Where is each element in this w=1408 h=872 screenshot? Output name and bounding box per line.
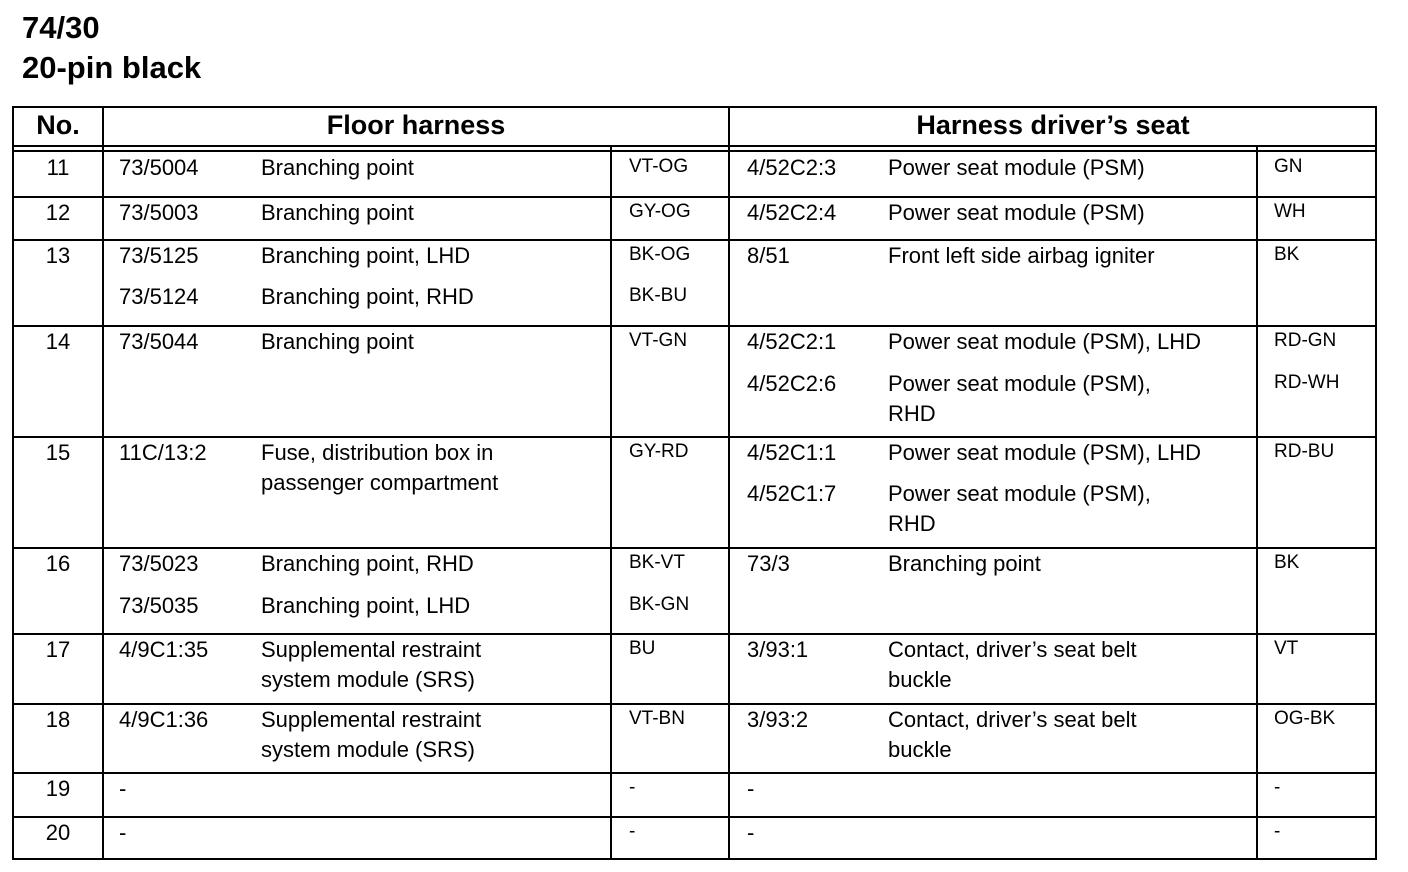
row-number: 15 (45, 440, 71, 465)
right-description: Power seat module (PSM), LHD (888, 440, 1201, 465)
row-number: 13 (45, 243, 71, 268)
right-wire-color: WH (1274, 201, 1306, 222)
right-description: Front left side airbag igniter (888, 243, 1155, 268)
left-wire-color: - (629, 821, 636, 842)
row-separator (12, 547, 1377, 549)
left-wire-color: BK-BU (629, 285, 688, 306)
right-description: Power seat module (PSM), (888, 371, 1151, 396)
row-number: 14 (45, 329, 71, 354)
right-ref: 4/52C2:4 (747, 200, 837, 225)
left-description: system module (SRS) (261, 737, 475, 762)
left-ref: 4/9C1:35 (119, 637, 209, 662)
left-wire-color: VT-BN (629, 708, 685, 729)
right-wire-color: RD-BU (1274, 441, 1335, 462)
right-description: Power seat module (PSM), LHD (888, 329, 1201, 354)
right-wire-color: VT (1274, 638, 1299, 659)
row-number: 16 (45, 551, 71, 576)
connector-id: 74/30 (22, 10, 100, 45)
column-separator (102, 106, 104, 860)
left-ref: 11C/13:2 (119, 440, 207, 465)
left-ref: - (119, 820, 127, 845)
left-wire-color: GY-OG (629, 201, 691, 222)
left-wire-color: GY-RD (629, 441, 689, 462)
row-number: 18 (45, 707, 71, 732)
row-separator (12, 239, 1377, 241)
left-wire-color: VT-OG (629, 156, 689, 177)
right-wire-color: - (1274, 777, 1281, 798)
column-separator (728, 106, 730, 860)
left-ref: 73/5124 (119, 284, 199, 309)
left-wire-color: BK-GN (629, 594, 690, 615)
header-rule-lower (12, 150, 1377, 152)
row-number: 19 (45, 776, 71, 801)
right-description: Power seat module (PSM) (888, 155, 1145, 180)
right-ref: - (747, 820, 755, 845)
left-wire-color: - (629, 777, 636, 798)
row-number: 20 (45, 820, 71, 845)
right-wire-color: RD-GN (1274, 330, 1337, 351)
left-description: Branching point, RHD (261, 551, 474, 576)
left-description: Branching point (261, 155, 414, 180)
right-description: buckle (888, 667, 952, 692)
right-description: Contact, driver’s seat belt (888, 637, 1137, 662)
right-ref: 73/3 (747, 551, 790, 576)
left-ref: 73/5035 (119, 593, 199, 618)
left-description: Supplemental restraint (261, 637, 482, 662)
right-ref: 4/52C1:1 (747, 440, 837, 465)
right-ref: 4/52C2:3 (747, 155, 837, 180)
right-wire-color: BK (1274, 244, 1300, 265)
right-description: Power seat module (PSM), (888, 481, 1151, 506)
column-separator (610, 147, 612, 860)
right-ref: 4/52C2:6 (747, 371, 837, 396)
right-wire-color: OG-BK (1274, 708, 1336, 729)
header-no: No. (36, 110, 80, 140)
right-ref: 4/52C1:7 (747, 481, 837, 506)
left-description: Branching point, RHD (261, 284, 474, 309)
left-description: Branching point (261, 329, 414, 354)
right-ref: 3/93:1 (747, 637, 809, 662)
right-description: RHD (888, 401, 936, 426)
right-wire-color: - (1274, 821, 1281, 842)
left-ref: - (119, 776, 127, 801)
left-description: system module (SRS) (261, 667, 475, 692)
left-wire-color: VT-GN (629, 330, 688, 351)
left-ref: 73/5004 (119, 155, 199, 180)
left-ref: 73/5125 (119, 243, 199, 268)
row-number: 11 (46, 155, 70, 180)
left-description: Branching point (261, 200, 414, 225)
header-floor-harness: Floor harness (326, 110, 506, 140)
right-wire-color: GN (1274, 156, 1303, 177)
row-separator (12, 196, 1377, 198)
row-separator (12, 703, 1377, 705)
left-description: passenger compartment (261, 470, 499, 495)
left-wire-color: BU (629, 638, 656, 659)
right-ref: 8/51 (747, 243, 790, 268)
left-description: Fuse, distribution box in (261, 440, 494, 465)
right-description: buckle (888, 737, 952, 762)
left-wire-color: BK-VT (629, 552, 685, 573)
left-ref: 73/5044 (119, 329, 199, 354)
left-wire-color: BK-OG (629, 244, 691, 265)
right-ref: 3/93:2 (747, 707, 809, 732)
right-wire-color: RD-WH (1274, 372, 1340, 393)
row-number: 17 (45, 637, 71, 662)
right-ref: - (747, 776, 755, 801)
left-ref: 73/5023 (119, 551, 199, 576)
left-description: Branching point, LHD (261, 243, 471, 268)
right-wire-color: BK (1274, 552, 1300, 573)
right-ref: 4/52C2:1 (747, 329, 837, 354)
column-separator (1256, 147, 1258, 860)
left-ref: 4/9C1:36 (119, 707, 209, 732)
row-separator (12, 633, 1377, 635)
header-harness-drivers-seat: Harness driver’s seat (916, 110, 1190, 140)
right-description: Power seat module (PSM) (888, 200, 1145, 225)
pinout-table (12, 106, 1377, 860)
right-description: Branching point (888, 551, 1041, 576)
right-description: RHD (888, 511, 936, 536)
left-ref: 73/5003 (119, 200, 199, 225)
row-separator (12, 772, 1377, 774)
row-separator (12, 816, 1377, 818)
left-description: Supplemental restraint (261, 707, 482, 732)
header-rule (12, 145, 1377, 147)
left-description: Branching point, LHD (261, 593, 471, 618)
right-description: Contact, driver’s seat belt (888, 707, 1137, 732)
row-number: 12 (45, 200, 71, 225)
connector-description: 20-pin black (22, 50, 202, 85)
